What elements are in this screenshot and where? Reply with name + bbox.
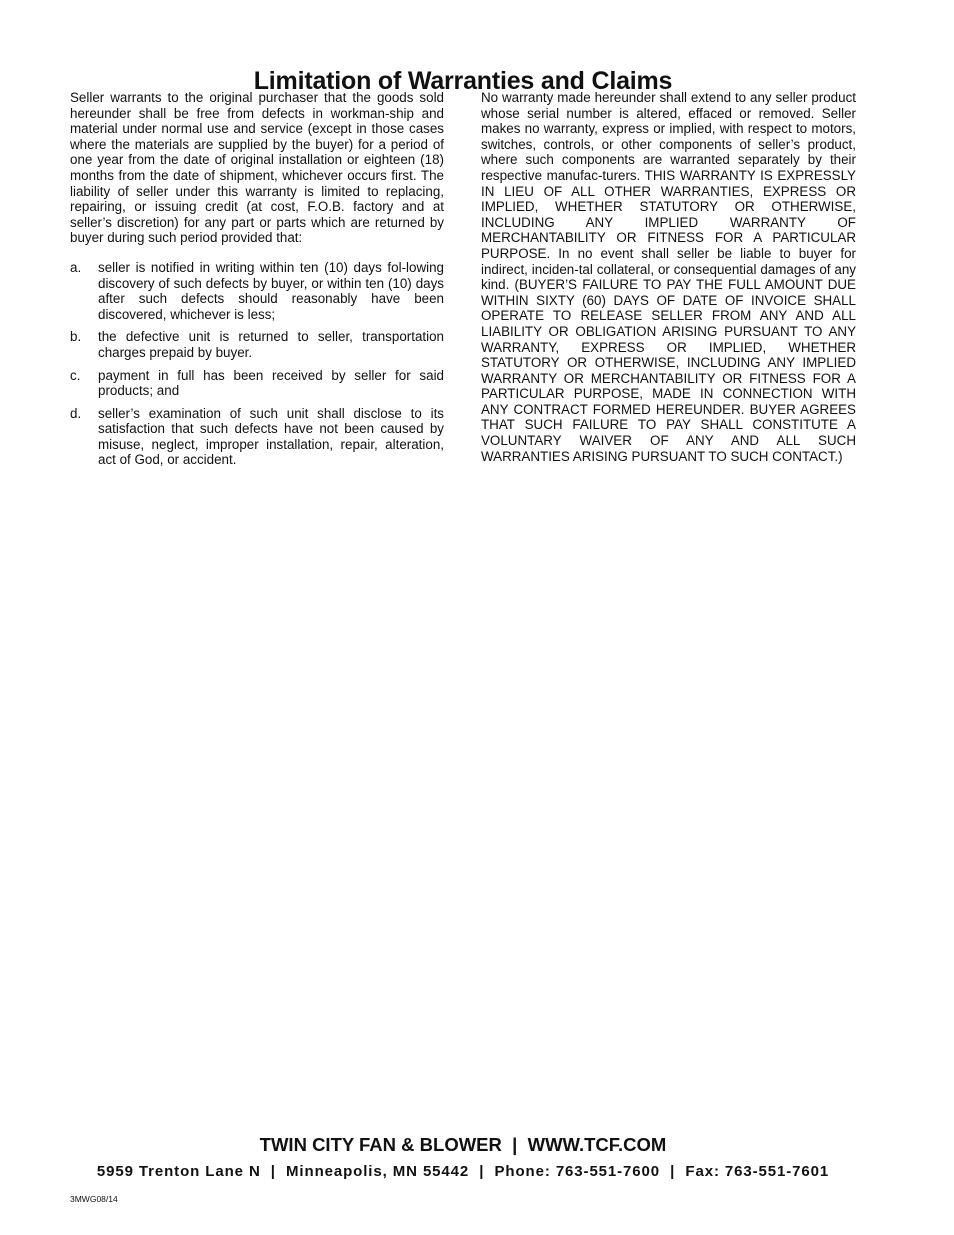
- left-column: [70, 90, 444, 475]
- document-code: 3MWG08/14: [70, 1194, 118, 1204]
- list-item-text: seller is notified in writing within ten (10) days fol-lowing discovery of such defects by buyer, or within ten (10) days after such defects should reasonably have been discovered, whichever is less;: [98, 259, 444, 322]
- list-item-letter: d.: [70, 405, 82, 421]
- list-item-text: seller’s examination of such unit shall disclose to its satisfaction that such defects have not been caused by misuse, neglect, improper installation, repair, alteration, act of God, or accident.: [98, 405, 444, 468]
- list-item-letter: b.: [70, 329, 82, 345]
- list-item: [70, 368, 444, 399]
- footer-address-line: 5959 Trenton Lane N | Minneapolis, MN 55442 | Phone: 763-551-7600 | Fax: 763-551-7601: [96, 1163, 830, 1180]
- list-item: [70, 406, 444, 468]
- list-item-letter: a.: [70, 259, 82, 275]
- list-item-text: payment in full has been received by seller for said products; and: [98, 367, 444, 399]
- list-item: [70, 329, 444, 360]
- conditions-list: [70, 260, 444, 468]
- warranty-intro: Seller warrants to the original purchaser that the goods sold hereunder shall be free from defects in workman-ship and material under normal use and service (except in those cases where the materials are supplied by the buyer) for a period of one year from the date of original installation or eighteen (18) months from the date of shipment, whichever occurs first. The liability of seller under this warranty is limited to replacing, repairing, or issuing credit (at cost, F.O.B. factory and at seller’s discretion) for any part or parts which are returned by buyer during such period provided that:: [70, 90, 444, 246]
- list-item: [70, 260, 444, 322]
- right-column: [481, 90, 856, 464]
- warranty-exclusions: No warranty made hereunder shall extend to any seller product whose serial number is altered, effaced or removed. Seller makes no warranty, express or implied, with respect to motors, switches, controls, or other components of seller’s product, where such components are warranted separately by their respective manufac-turers. THIS WARRANTY IS EXPRESSLY IN LIEU OF ALL OTHER WARRANTIES, EXPRESS OR IMPLIED, WHETHER STATUTORY OR OTHERWISE, INCLUDING ANY IMPLIED WARRANTY OF MERCHANTABILITY OR FITNESS FOR A PARTICULAR PURPOSE. In no event shall seller be liable to buyer for indirect, inciden-tal collateral, or consequential damages of any kind. (BUYER’S FAILURE TO PAY THE FULL AMOUNT DUE WITHIN SIXTY (60) DAYS OF DATE OF INVOICE SHALL OPERATE TO RELEASE SELLER FROM ANY AND ALL LIABILITY OR OBLIGATION ARISING PURSUANT TO ANY WARRANTY, EXPRESS OR IMPLIED, WHETHER STATUTORY OR OTHERWISE, INCLUDING ANY IMPLIED WARRANTY OR MERCHANTABILITY OR FITNESS FOR A PARTICULAR PURPOSE, MADE IN CONNECTION WITH ANY CONTRACT FORMED HEREUNDER. BUYER AGREES THAT SUCH FAILURE TO PAY SHALL CONSTITUTE A VOLUNTARY WAIVER OF ANY AND ALL SUCH WARRANTIES ARISING PURSUANT TO SUCH CONTACT.): [481, 90, 856, 464]
- list-item-letter: c.: [70, 367, 81, 383]
- page-title: Limitation of Warranties and Claims: [253, 66, 673, 95]
- footer-company-line: TWIN CITY FAN & BLOWER | WWW.TCF.COM: [259, 1134, 667, 1155]
- list-item-text: the defective unit is returned to seller, transportation charges prepaid by buyer.: [98, 329, 444, 360]
